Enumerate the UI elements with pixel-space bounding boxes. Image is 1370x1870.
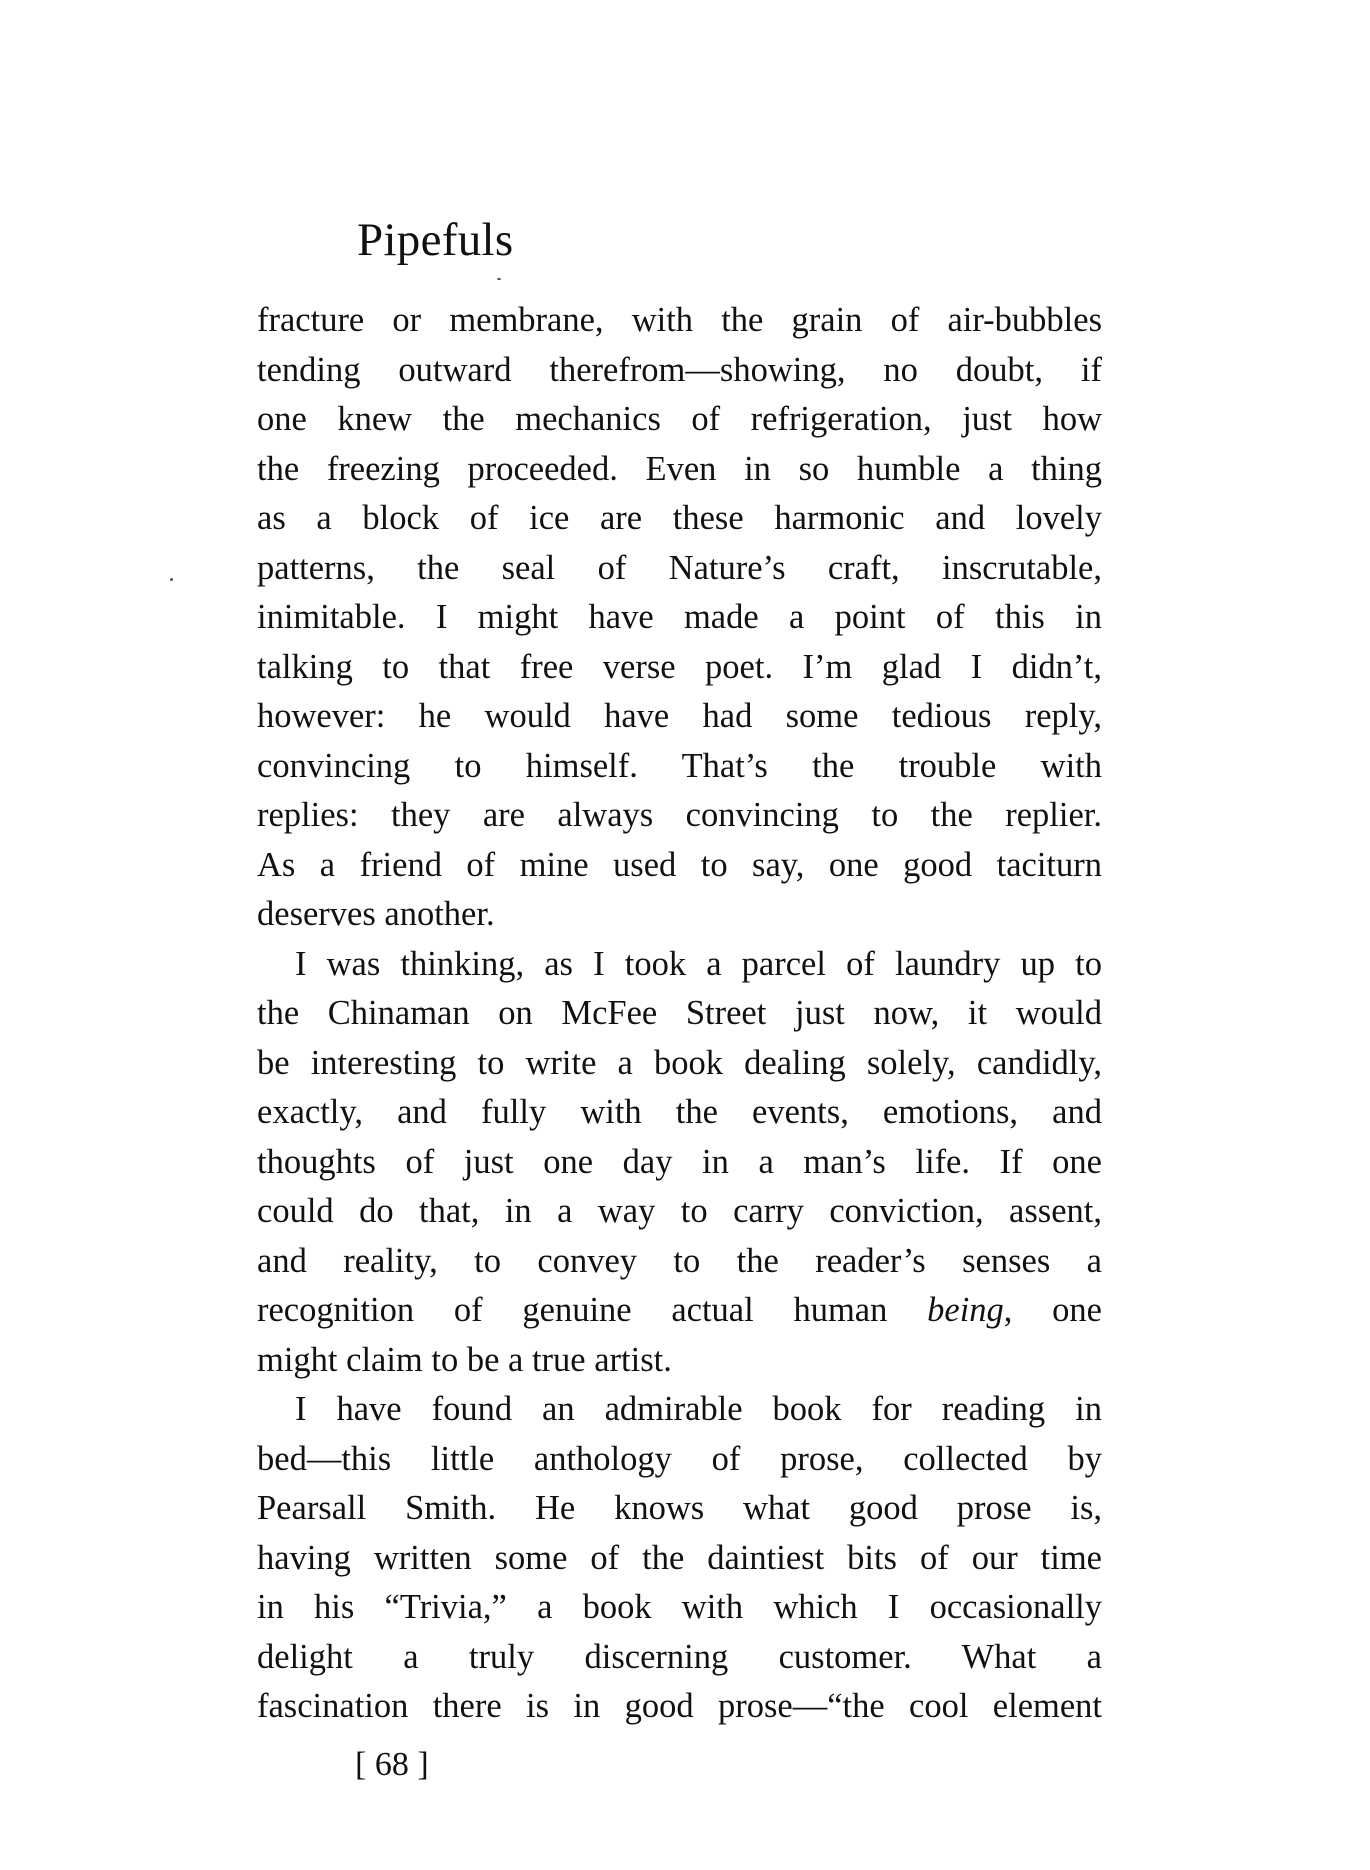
text-line: replies: they are always convincing to the replier. xyxy=(257,796,1102,834)
text-line: might claim to be a true artist. xyxy=(257,1340,672,1379)
text-line: bed—this little anthology of prose, collected by xyxy=(257,1439,1102,1478)
text-line: As a friend of mine used to say, one good taciturn xyxy=(257,845,1102,884)
text-line: deserves another. xyxy=(257,895,495,933)
text-line: patterns, the seal of Nature’s craft, inscrutable, xyxy=(257,548,1102,587)
text-line: Pearsall Smith. He knows what good prose is, xyxy=(257,1489,1102,1527)
scan-speck xyxy=(497,278,501,280)
text-line: I was thinking, as I took a parcel of laundry up to xyxy=(295,944,1102,983)
text-line: and reality, to convey to the reader’s senses a xyxy=(257,1241,1102,1280)
text-line: fracture or membrane, with the grain of air-bubbles xyxy=(257,301,1102,339)
text-line: fascination there is in good prose—“the cool element xyxy=(257,1687,1102,1725)
text-segment: , one xyxy=(1003,1291,1102,1329)
text-segment: recognition of genuine actual human xyxy=(257,1291,928,1329)
text-line: having written some of the daintiest bits of our time xyxy=(257,1538,1102,1577)
text-line: inimitable. I might have made a point of this in xyxy=(257,598,1102,636)
text-line: exactly, and fully with the events, emotions, and xyxy=(257,1093,1102,1131)
text-line: as a block of ice are these harmonic and lovely xyxy=(257,499,1102,537)
text-line: be interesting to write a book dealing solely, candidly, xyxy=(257,1043,1102,1082)
paragraph-1 xyxy=(257,296,1102,940)
text-line: talking to that free verse poet. I’m glad I didn’t, xyxy=(257,647,1102,686)
paragraph-2 xyxy=(257,940,1102,1386)
text-line-with-italic xyxy=(257,1286,1102,1336)
page-number: [ 68 ] xyxy=(355,1746,429,1783)
body-text xyxy=(257,296,1102,1732)
text-line: in his “Trivia,” a book with which I occasionally xyxy=(257,1588,1102,1626)
text-line: I have found an admirable book for reading in xyxy=(295,1390,1102,1428)
text-line: the freezing proceeded. Even in so humble a thing xyxy=(257,449,1102,488)
paragraph-3 xyxy=(257,1385,1102,1732)
italic-word: being xyxy=(927,1291,1004,1329)
text-line: could do that, in a way to carry conviction, assent, xyxy=(257,1192,1102,1230)
text-line: tending outward therefrom—showing, no doubt, if xyxy=(257,350,1102,389)
text-line: thoughts of just one day in a man’s life. If one xyxy=(257,1142,1102,1181)
text-line: convincing to himself. That’s the trouble with xyxy=(257,746,1102,785)
text-line: one knew the mechanics of refrigeration, just how xyxy=(257,400,1102,438)
text-line: however: he would have had some tedious reply, xyxy=(257,697,1102,735)
scan-speck xyxy=(170,578,173,581)
text-line: delight a truly discerning customer. What a xyxy=(257,1637,1102,1676)
text-line: the Chinaman on McFee Street just now, it would xyxy=(257,994,1102,1032)
running-head: Pipefuls xyxy=(357,214,514,266)
